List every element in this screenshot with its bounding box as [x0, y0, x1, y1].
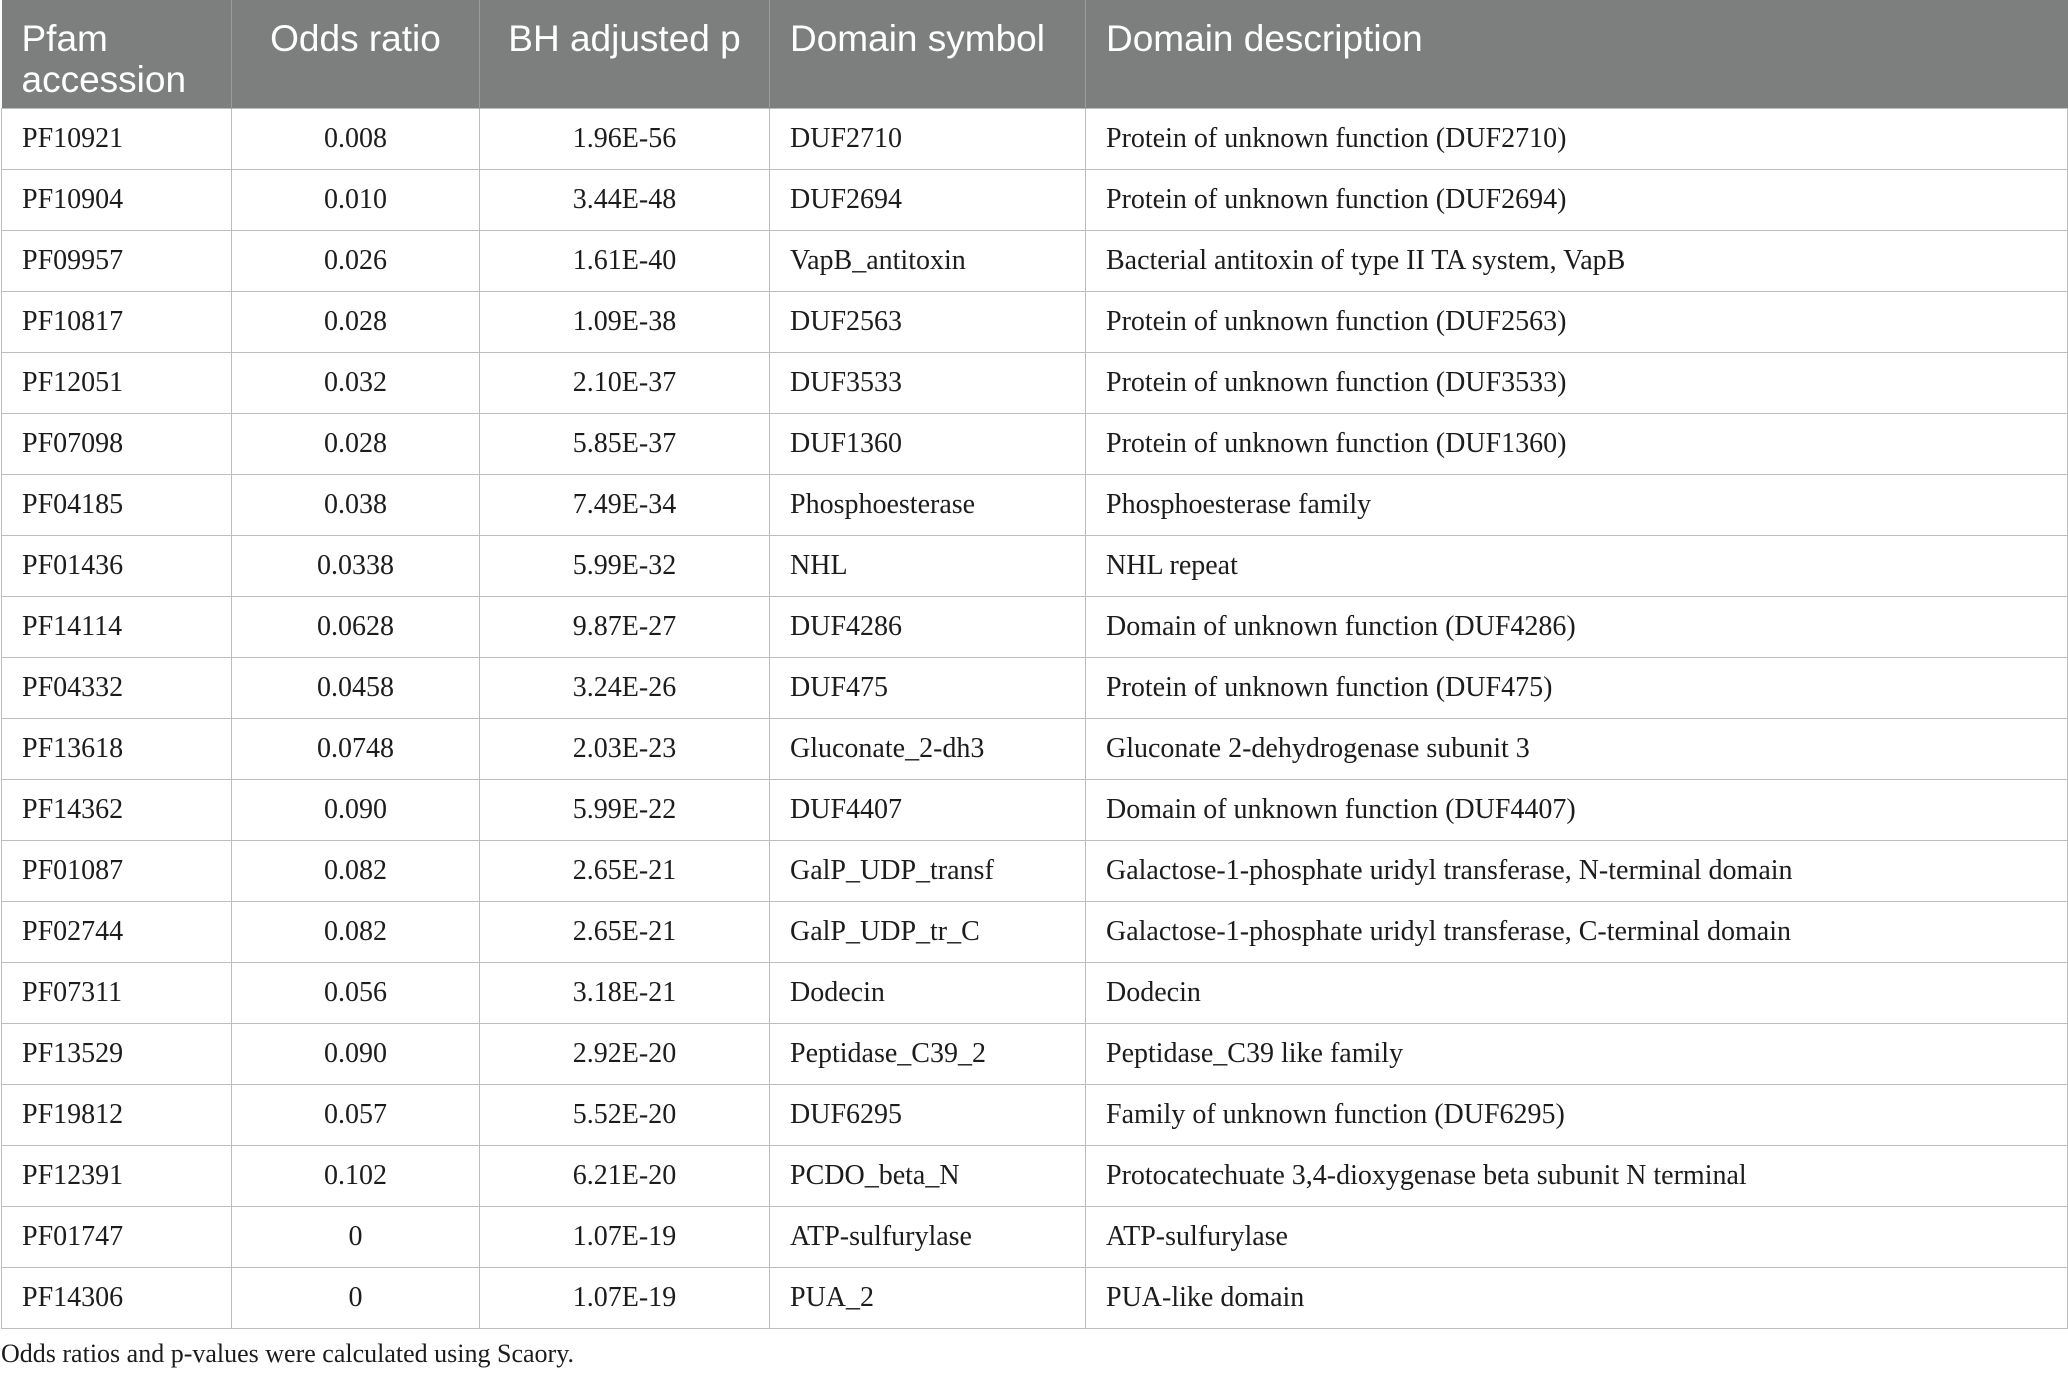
cell-odds-ratio: 0.0748 — [232, 719, 480, 780]
cell-domain-description: Family of unknown function (DUF6295) — [1086, 1085, 2068, 1146]
cell-odds-ratio: 0.010 — [232, 170, 480, 231]
cell-domain-description: Gluconate 2-dehydrogenase subunit 3 — [1086, 719, 2068, 780]
cell-domain-symbol: DUF475 — [770, 658, 1086, 719]
cell-domain-symbol: DUF6295 — [770, 1085, 1086, 1146]
table-footnote: Odds ratios and p-values were calculated using Scaory. — [1, 1339, 575, 1368]
cell-domain-description: PUA-like domain — [1086, 1268, 2068, 1329]
header-bh-adjusted-p: BH adjusted p — [480, 0, 770, 109]
cell-odds-ratio: 0.0458 — [232, 658, 480, 719]
cell-pfam-accession: PF01747 — [2, 1207, 232, 1268]
cell-odds-ratio: 0.102 — [232, 1146, 480, 1207]
table-row — [2, 963, 2068, 1024]
cell-domain-symbol: DUF2563 — [770, 292, 1086, 353]
header-odds-ratio: Odds ratio — [232, 0, 480, 109]
cell-odds-ratio: 0.008 — [232, 109, 480, 170]
cell-bh-adjusted-p: 1.07E-19 — [480, 1207, 770, 1268]
cell-odds-ratio: 0 — [232, 1207, 480, 1268]
cell-bh-adjusted-p: 2.65E-21 — [480, 902, 770, 963]
cell-domain-symbol: DUF4407 — [770, 780, 1086, 841]
cell-bh-adjusted-p: 2.92E-20 — [480, 1024, 770, 1085]
cell-domain-symbol: NHL — [770, 536, 1086, 597]
cell-domain-description: Protein of unknown function (DUF475) — [1086, 658, 2068, 719]
table-row — [2, 658, 2068, 719]
cell-domain-symbol: PCDO_beta_N — [770, 1146, 1086, 1207]
cell-domain-description: Protocatechuate 3,4-dioxygenase beta subunit N terminal — [1086, 1146, 2068, 1207]
cell-bh-adjusted-p: 1.61E-40 — [480, 231, 770, 292]
cell-pfam-accession: PF01436 — [2, 536, 232, 597]
pfam-domain-table — [1, 0, 2068, 1329]
table-row — [2, 536, 2068, 597]
cell-pfam-accession: PF14306 — [2, 1268, 232, 1329]
table-body — [2, 109, 2068, 1329]
cell-pfam-accession: PF04185 — [2, 475, 232, 536]
table-row — [2, 902, 2068, 963]
cell-bh-adjusted-p: 3.18E-21 — [480, 963, 770, 1024]
cell-odds-ratio: 0 — [232, 1268, 480, 1329]
table-row — [2, 231, 2068, 292]
cell-bh-adjusted-p: 3.24E-26 — [480, 658, 770, 719]
cell-bh-adjusted-p: 2.65E-21 — [480, 841, 770, 902]
cell-bh-adjusted-p: 5.99E-32 — [480, 536, 770, 597]
table-row — [2, 841, 2068, 902]
table-row — [2, 353, 2068, 414]
cell-domain-symbol: Peptidase_C39_2 — [770, 1024, 1086, 1085]
cell-odds-ratio: 0.026 — [232, 231, 480, 292]
cell-bh-adjusted-p: 5.85E-37 — [480, 414, 770, 475]
cell-domain-symbol: Dodecin — [770, 963, 1086, 1024]
table-row — [2, 1268, 2068, 1329]
table-row — [2, 414, 2068, 475]
cell-bh-adjusted-p: 2.10E-37 — [480, 353, 770, 414]
cell-pfam-accession: PF02744 — [2, 902, 232, 963]
cell-odds-ratio: 0.038 — [232, 475, 480, 536]
cell-odds-ratio: 0.090 — [232, 780, 480, 841]
cell-domain-symbol: DUF2694 — [770, 170, 1086, 231]
cell-odds-ratio: 0.032 — [232, 353, 480, 414]
table-row — [2, 170, 2068, 231]
cell-pfam-accession: PF14362 — [2, 780, 232, 841]
table-row — [2, 475, 2068, 536]
cell-pfam-accession: PF07098 — [2, 414, 232, 475]
cell-pfam-accession: PF12391 — [2, 1146, 232, 1207]
cell-pfam-accession: PF12051 — [2, 353, 232, 414]
cell-pfam-accession: PF10921 — [2, 109, 232, 170]
cell-odds-ratio: 0.028 — [232, 292, 480, 353]
cell-pfam-accession: PF07311 — [2, 963, 232, 1024]
table-row — [2, 597, 2068, 658]
cell-pfam-accession: PF13618 — [2, 719, 232, 780]
cell-bh-adjusted-p: 1.07E-19 — [480, 1268, 770, 1329]
cell-odds-ratio: 0.028 — [232, 414, 480, 475]
cell-domain-symbol: DUF2710 — [770, 109, 1086, 170]
cell-domain-description: Galactose-1-phosphate uridyl transferase, C-terminal domain — [1086, 902, 2068, 963]
cell-domain-symbol: ATP-sulfurylase — [770, 1207, 1086, 1268]
cell-pfam-accession: PF19812 — [2, 1085, 232, 1146]
cell-domain-symbol: PUA_2 — [770, 1268, 1086, 1329]
cell-domain-description: Protein of unknown function (DUF1360) — [1086, 414, 2068, 475]
cell-pfam-accession: PF10817 — [2, 292, 232, 353]
cell-domain-symbol: Phosphoesterase — [770, 475, 1086, 536]
cell-domain-description: Protein of unknown function (DUF3533) — [1086, 353, 2068, 414]
cell-domain-symbol: GalP_UDP_transf — [770, 841, 1086, 902]
cell-domain-description: Protein of unknown function (DUF2710) — [1086, 109, 2068, 170]
cell-bh-adjusted-p: 1.96E-56 — [480, 109, 770, 170]
cell-bh-adjusted-p: 9.87E-27 — [480, 597, 770, 658]
cell-domain-description: Bacterial antitoxin of type II TA system, VapB — [1086, 231, 2068, 292]
table-row — [2, 292, 2068, 353]
cell-bh-adjusted-p: 3.44E-48 — [480, 170, 770, 231]
cell-odds-ratio: 0.057 — [232, 1085, 480, 1146]
cell-pfam-accession: PF13529 — [2, 1024, 232, 1085]
cell-odds-ratio: 0.082 — [232, 902, 480, 963]
cell-odds-ratio: 0.090 — [232, 1024, 480, 1085]
table-row — [2, 780, 2068, 841]
table-row — [2, 1146, 2068, 1207]
cell-domain-symbol: GalP_UDP_tr_C — [770, 902, 1086, 963]
cell-odds-ratio: 0.0338 — [232, 536, 480, 597]
cell-bh-adjusted-p: 6.21E-20 — [480, 1146, 770, 1207]
cell-domain-symbol: DUF3533 — [770, 353, 1086, 414]
cell-bh-adjusted-p: 1.09E-38 — [480, 292, 770, 353]
cell-bh-adjusted-p: 2.03E-23 — [480, 719, 770, 780]
table-row — [2, 109, 2068, 170]
cell-domain-description: Phosphoesterase family — [1086, 475, 2068, 536]
cell-domain-symbol: VapB_antitoxin — [770, 231, 1086, 292]
cell-domain-symbol: Gluconate_2-dh3 — [770, 719, 1086, 780]
cell-pfam-accession: PF09957 — [2, 231, 232, 292]
table-header — [2, 0, 2068, 109]
cell-pfam-accession: PF14114 — [2, 597, 232, 658]
table-row — [2, 1024, 2068, 1085]
cell-domain-description: Protein of unknown function (DUF2694) — [1086, 170, 2068, 231]
cell-domain-symbol: DUF4286 — [770, 597, 1086, 658]
cell-pfam-accession: PF10904 — [2, 170, 232, 231]
cell-pfam-accession: PF01087 — [2, 841, 232, 902]
table-row — [2, 719, 2068, 780]
header-domain-description: Domain description — [1086, 0, 2068, 109]
table-row — [2, 1207, 2068, 1268]
cell-bh-adjusted-p: 5.52E-20 — [480, 1085, 770, 1146]
cell-domain-description: NHL repeat — [1086, 536, 2068, 597]
cell-domain-description: Dodecin — [1086, 963, 2068, 1024]
cell-pfam-accession: PF04332 — [2, 658, 232, 719]
cell-odds-ratio: 0.056 — [232, 963, 480, 1024]
cell-domain-description: Protein of unknown function (DUF2563) — [1086, 292, 2068, 353]
header-domain-symbol: Domain symbol — [770, 0, 1086, 109]
cell-bh-adjusted-p: 5.99E-22 — [480, 780, 770, 841]
cell-domain-description: Domain of unknown function (DUF4286) — [1086, 597, 2068, 658]
header-pfam-accession: Pfam accession — [2, 0, 232, 109]
cell-domain-description: Galactose-1-phosphate uridyl transferase, N-terminal domain — [1086, 841, 2068, 902]
header-row — [2, 0, 2068, 109]
cell-bh-adjusted-p: 7.49E-34 — [480, 475, 770, 536]
cell-odds-ratio: 0.082 — [232, 841, 480, 902]
table-row — [2, 1085, 2068, 1146]
cell-domain-description: Peptidase_C39 like family — [1086, 1024, 2068, 1085]
cell-domain-description: ATP-sulfurylase — [1086, 1207, 2068, 1268]
cell-domain-description: Domain of unknown function (DUF4407) — [1086, 780, 2068, 841]
cell-domain-symbol: DUF1360 — [770, 414, 1086, 475]
cell-odds-ratio: 0.0628 — [232, 597, 480, 658]
